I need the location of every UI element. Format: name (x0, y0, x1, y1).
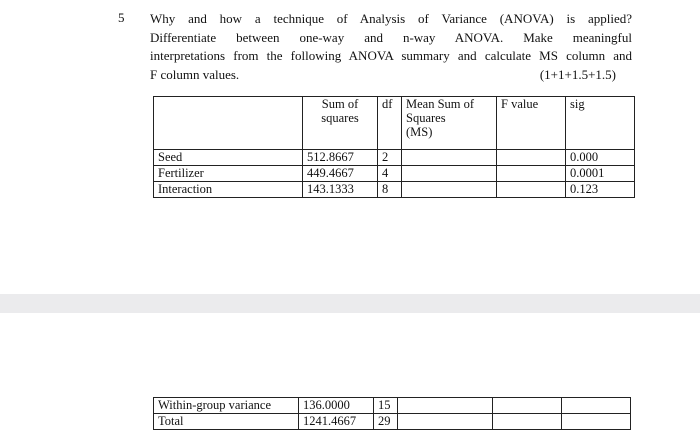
header-ss-line2: squares (321, 111, 359, 125)
cell-sig (562, 398, 631, 414)
question-line-4-text: F column values. (150, 66, 240, 82)
cell-sig: 0.000 (566, 150, 635, 166)
cell-df: 4 (378, 166, 402, 182)
question-line-2: Differentiate between one-way and n-way ANOVA. Make meaningful (150, 29, 632, 45)
cell-ss: 449.4667 (303, 166, 378, 182)
cell-ss: 1241.4667 (299, 414, 374, 430)
table-row (154, 150, 635, 166)
cell-ms (402, 166, 497, 182)
cell-ss: 512.8667 (303, 150, 378, 166)
table-row (154, 166, 635, 182)
header-df: df (378, 97, 402, 150)
table-row (154, 182, 635, 198)
header-sig: sig (566, 97, 635, 150)
cell-sig (562, 414, 631, 430)
cell-ms (402, 150, 497, 166)
cell-f (493, 398, 562, 414)
header-ms-line1: Mean Sum of (406, 97, 475, 111)
header-ms-line3: (MS) (406, 125, 433, 139)
cell-ms (398, 414, 493, 430)
page-card-bottom (0, 313, 700, 447)
cell-sig: 0.123 (566, 182, 635, 198)
cell-f (497, 150, 566, 166)
cell-source: Seed (154, 150, 303, 166)
cell-source: Within-group variance (154, 398, 299, 414)
header-sum-of-squares (303, 97, 378, 150)
header-mean-sum-of-squares (402, 97, 497, 150)
cell-df: 2 (378, 150, 402, 166)
cell-sig: 0.0001 (566, 166, 635, 182)
cell-source: Total (154, 414, 299, 430)
cell-f (497, 166, 566, 182)
header-ss-line1: Sum of (321, 97, 359, 111)
cell-ms (398, 398, 493, 414)
table-header-row (154, 97, 635, 150)
anova-summary-table-continued (153, 397, 631, 430)
cell-df: 29 (374, 414, 398, 430)
cell-source: Fertilizer (154, 166, 303, 182)
question-line-1: Why and how a technique of Analysis of Variance (ANOVA) is applied? (150, 11, 632, 26)
cell-f (497, 182, 566, 198)
table-row (154, 398, 631, 414)
anova-summary-table (153, 96, 635, 198)
cell-ss: 143.1333 (303, 182, 378, 198)
header-f-value: F value (497, 97, 566, 150)
question-line-3: interpretations from the following ANOVA summary and calculate MS column and (150, 48, 632, 63)
header-ms-line2: Squares (406, 111, 446, 125)
question-line-4 (150, 66, 632, 85)
cell-ss: 136.0000 (299, 398, 374, 414)
cell-ms (402, 182, 497, 198)
question-number: 5 (118, 10, 125, 25)
cell-source: Interaction (154, 182, 303, 198)
header-source (154, 97, 303, 150)
cell-df: 15 (374, 398, 398, 414)
question-text (150, 10, 632, 84)
marks-allocation: (1+1+1.5+1.5) (539, 66, 616, 82)
cell-df: 8 (378, 182, 402, 198)
table-row (154, 414, 631, 430)
cell-f (493, 414, 562, 430)
